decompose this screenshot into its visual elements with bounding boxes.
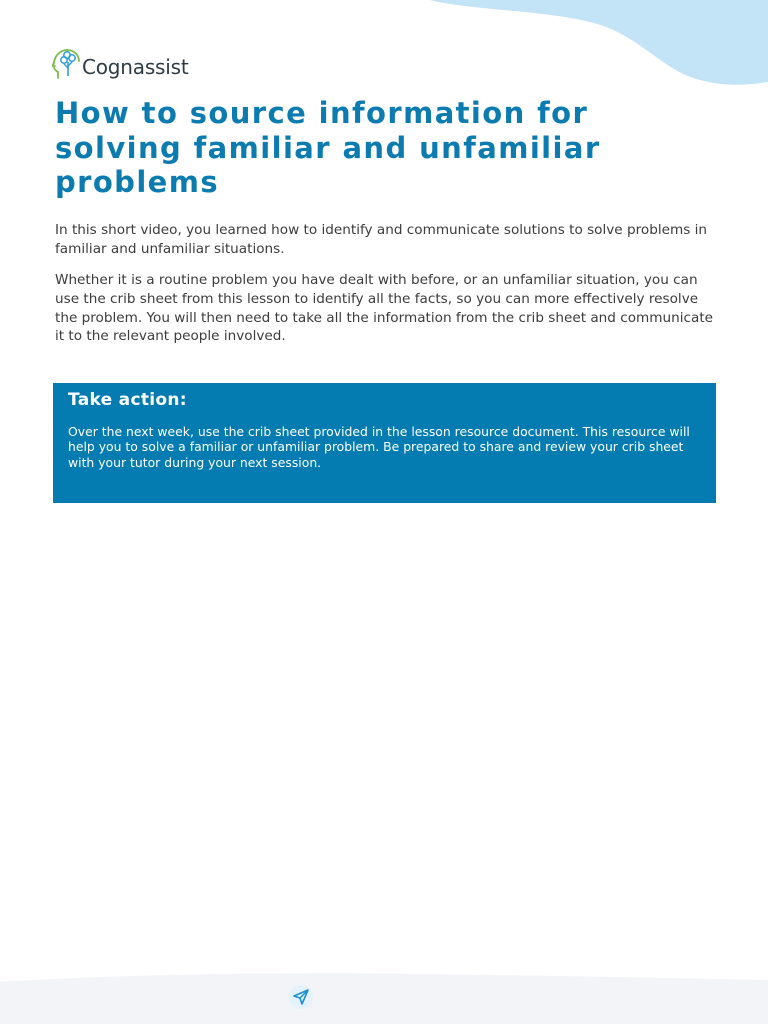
intro-paragraph: In this short video, you learned how to identify and communicate solutions to solve problems in familiar and unfamiliar situations. bbox=[55, 222, 708, 257]
take-action-heading: Take action: bbox=[68, 390, 187, 410]
body-paragraph: Whether it is a routine problem you have dealt with before, or an unfamiliar situation, you can use the crib sheet from this lesson to identify all the facts, so you can more effectively resolve the problem. You will then need to take all the information from the crib sheet and communicate it to the relevant people involved. bbox=[55, 272, 714, 345]
decorative-footer-band bbox=[0, 960, 768, 1024]
page-title: How to source information for solving familiar and unfamiliar problems bbox=[55, 96, 601, 199]
head-tree-icon bbox=[52, 42, 86, 82]
paper-plane-icon bbox=[288, 984, 314, 1010]
brand-logo bbox=[52, 40, 189, 84]
take-action-text: Over the next week, use the crib sheet provided in the lesson resource document. This resource will help you to solve a familiar or unfamiliar problem. Be prepared to share and review your crib sheet with your tutor during your next session. bbox=[68, 424, 690, 470]
brand-name: Cognassist bbox=[82, 55, 189, 79]
take-action-box bbox=[53, 383, 716, 503]
